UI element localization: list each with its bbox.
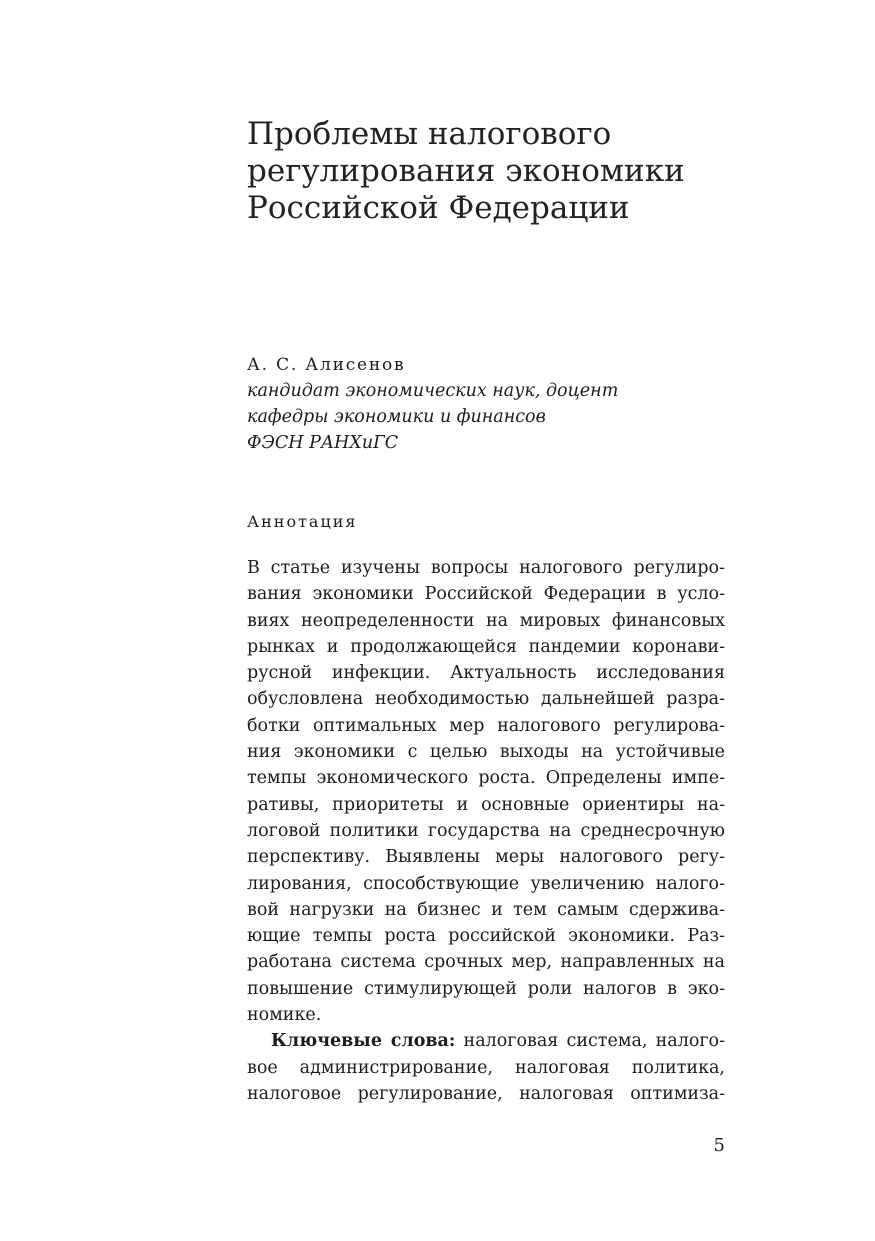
abstract-line: перспективу. Выявлены меры налогового регу- — [247, 847, 725, 868]
abstract-line: ративы, приоритеты и основные ориентиры на- — [247, 794, 725, 815]
title-line: Проблемы налогового — [247, 116, 612, 152]
keywords-text: налоговая система, налого- — [463, 1031, 725, 1052]
keywords-line — [247, 1028, 725, 1054]
keywords-line: вое администрирование, налоговая политика, — [247, 1057, 725, 1078]
keywords-label: Ключевые слова: — [271, 1031, 456, 1052]
abstract-text — [247, 555, 725, 1107]
article-title — [247, 116, 767, 227]
abstract-line: виях неопределенности на мировых финансовых — [247, 610, 725, 631]
abstract-line: повышение стимулирующей роли налогов в эко- — [247, 978, 725, 999]
abstract-line: лирования, способствующие увеличению налого- — [247, 873, 725, 894]
page-number: 5 — [713, 1135, 725, 1156]
abstract-line: обусловлена необходимостью дальнейшей разра- — [247, 689, 725, 710]
abstract-line: ния экономики с целью выходы на устойчивые — [247, 742, 725, 763]
author-affiliation-line: кафедры экономики и финансов — [247, 407, 546, 427]
title-line: регулирования экономики — [247, 153, 685, 189]
abstract-line: вания экономики Российской Федерации в усло- — [247, 584, 725, 605]
keywords-line: налоговое регулирование, налоговая оптимиза- — [247, 1083, 725, 1104]
abstract-heading: Аннотация — [247, 512, 358, 531]
author-name: А. С. Алисенов — [247, 355, 406, 375]
abstract-line: вой нагрузки на бизнес и тем самым сдержива- — [247, 899, 725, 920]
author-block — [247, 352, 747, 456]
abstract-line: В статье изучены вопросы налогового регулиро- — [247, 558, 725, 578]
abstract-line: номике. — [247, 1005, 322, 1026]
abstract-line: ботки оптимальных мер налогового регулирова- — [247, 715, 725, 736]
abstract-line: работана система срочных мер, направленных на — [247, 952, 725, 973]
abstract-line: русной инфекции. Актуальность исследования — [247, 663, 725, 684]
abstract-line: темпы экономического роста. Определены импе- — [247, 768, 725, 789]
abstract-line: рынках и продолжающейся пандемии коронави- — [247, 636, 725, 657]
title-line: Российской Федерации — [247, 190, 630, 226]
author-affiliation-line: кандидат экономических наук, доцент — [247, 381, 619, 401]
abstract-line: ющие темпы роста российской экономики. Раз- — [247, 926, 725, 947]
abstract-line: логовой политики государства на среднесрочную — [247, 820, 725, 841]
author-affiliation-line: ФЭСН РАНХиГС — [247, 433, 399, 453]
